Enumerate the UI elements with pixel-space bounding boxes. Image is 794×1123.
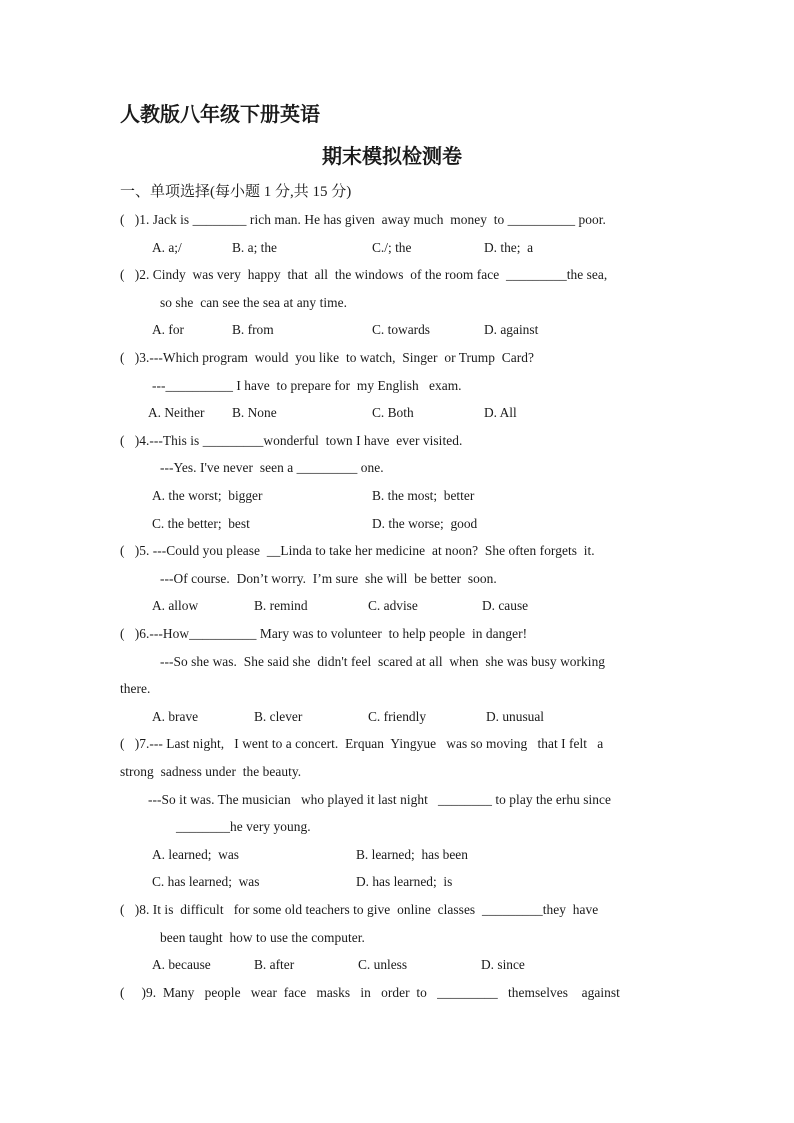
question-7-option-a: A. learned; was <box>152 847 240 862</box>
question-6-option-a: A. brave <box>152 709 199 724</box>
question-4-option-d: D. the worse; good <box>372 516 478 531</box>
question-5-option-d: D. cause <box>482 598 529 613</box>
question-1-option-b: B. a; the <box>232 240 277 255</box>
question-4-option-a: A. the worst; bigger <box>152 488 263 503</box>
question-4-option-b: B. the most; better <box>372 488 475 503</box>
question-8-option-b: B. after <box>254 957 295 972</box>
question-1-option-a: A. a;/ <box>152 240 182 255</box>
question-4-stem: ( )4.---This is _________wonderful town I have ever visited. <box>120 433 463 448</box>
question-2-option-d: D. against <box>484 322 539 337</box>
question-8-option-d: D. since <box>481 957 525 972</box>
section-heading: 一、单项选择(每小题 1 分,共 15 分) <box>120 184 352 200</box>
question-3-stem-cont: ---__________ I have to prepare for my English exam. <box>152 378 462 393</box>
question-6-stem-cont-2: there. <box>120 681 151 696</box>
question-5-stem: ( )5. ---Could you please __Linda to take her medicine at noon? She often forgets it. <box>120 543 595 558</box>
question-6-stem: ( )6.---How__________ Mary was to volunteer to help people in danger! <box>120 626 528 641</box>
question-5-option-c: C. advise <box>368 598 418 613</box>
question-6-stem-cont: ---So she was. She said she didn't feel scared at all when she was busy working <box>160 654 606 669</box>
question-6-option-c: C. friendly <box>368 709 427 724</box>
question-3-option-a: A. Neither <box>148 405 205 420</box>
page-title: 人教版八年级下册英语 <box>120 104 320 126</box>
question-4-option-c: C. the better; best <box>152 516 250 531</box>
question-3-option-b: B. None <box>232 405 277 420</box>
question-3-stem: ( )3.---Which program would you like to watch, Singer or Trump Card? <box>120 350 534 365</box>
question-3-option-c: C. Both <box>372 405 414 420</box>
question-5-option-b: B. remind <box>254 598 308 613</box>
question-2-option-a: A. for <box>152 322 184 337</box>
page-subtitle: 期末模拟检测卷 <box>322 146 462 168</box>
question-8-option-a: A. because <box>152 957 211 972</box>
question-2-stem: ( )2. Cindy was very happy that all the windows of the room face _________the sea, <box>120 267 608 282</box>
question-1-option-d: D. the; a <box>484 240 534 255</box>
question-7-stem-cont-3: ________he very young. <box>176 819 311 834</box>
question-1-text: ( )1. Jack is ________ rich man. He has given away much money to __________ poor. <box>120 212 606 227</box>
question-4-stem-cont: ---Yes. I've never seen a _________ one. <box>160 460 384 475</box>
question-1-option-c: C./; the <box>372 240 412 255</box>
question-6-option-b: B. clever <box>254 709 303 724</box>
question-1-stem <box>120 212 672 228</box>
question-8-stem: ( )8. It is difficult for some old teachers to give online classes _________they have <box>120 902 599 917</box>
question-7-stem-cont: strong sadness under the beauty. <box>120 764 302 779</box>
question-2-stem-cont: so she can see the sea at any time. <box>160 295 347 310</box>
question-8-stem-cont: been taught how to use the computer. <box>160 930 365 945</box>
question-7-stem-cont-2: ---So it was. The musician who played it last night ________ to play the erhu since <box>148 792 612 807</box>
question-6-option-d: D. unusual <box>486 709 545 724</box>
question-7-stem: ( )7.--- Last night, I went to a concert. Erquan Yingyue was so moving that I felt a <box>120 736 604 751</box>
question-2-option-b: B. from <box>232 322 274 337</box>
question-5-option-a: A. allow <box>152 598 199 613</box>
question-9-stem: ( )9. Many people wear face masks in order to _________ themselves against <box>120 985 620 1000</box>
question-5-stem-cont: ---Of course. Don’t worry. I’m sure she will be better soon. <box>160 571 497 586</box>
question-7-option-c: C. has learned; was <box>152 874 260 889</box>
question-3-option-d: D. All <box>484 405 517 420</box>
question-2-option-c: C. towards <box>372 322 431 337</box>
question-7-option-b: B. learned; has been <box>356 847 468 862</box>
question-8-option-c: C. unless <box>358 957 408 972</box>
question-7-option-d: D. has learned; is <box>356 874 453 889</box>
